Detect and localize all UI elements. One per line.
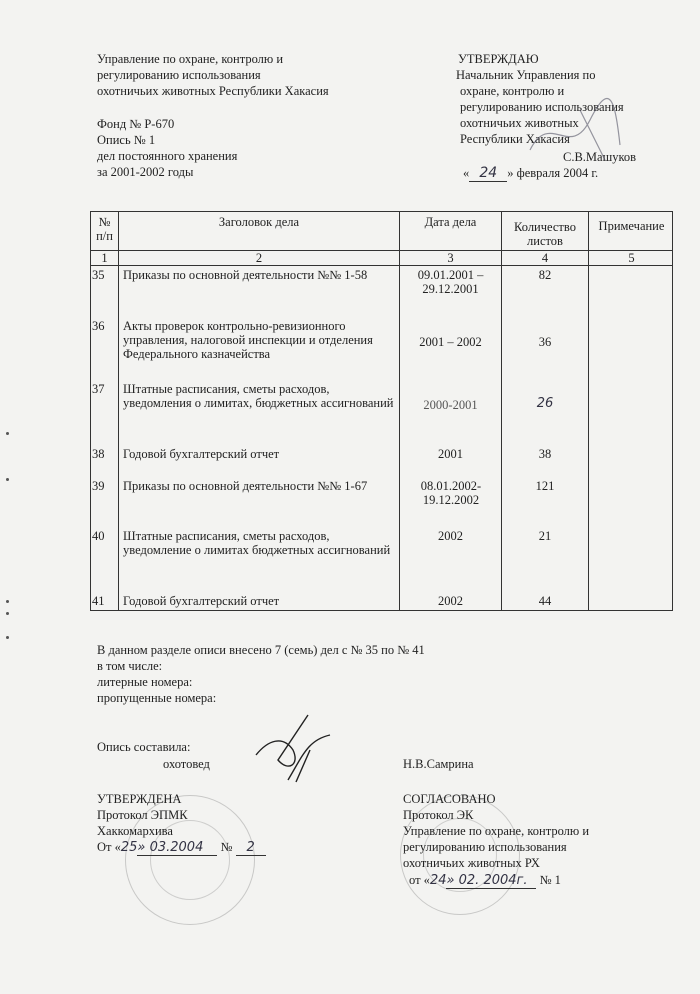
agreed-date: от «24» 02. 2004г. № 1 [409,873,561,888]
summary-line-1: В данном разделе описи внесено 7 (семь) дел с № 35 по № 41 [97,643,425,657]
approval-date: « 24 » февраля 2004 г. [463,165,599,181]
colnum-5: 5 [628,251,635,265]
agreed-date-handwritten: » 02. 2004г. [446,873,536,889]
opis-number: Опись № 1 [97,133,156,147]
row-39-sheets: 121 [535,479,555,493]
epmk-line-2: Хаккомархива [97,824,173,838]
compiler-label: Опись составила: [97,740,191,754]
agreed-title: СОГЛАСОВАНО [403,792,496,806]
epmk-line-1: Протокол ЭПМК [97,808,188,822]
colnum-2: 2 [255,251,263,265]
epmk-date: От «25» 03.2004 № 2 [97,840,266,856]
approval-signer: С.В.Машуков [563,150,637,164]
row-41-num: 41 [92,594,105,608]
binding-mark [6,600,9,603]
row-37-date: 2000-2001 [423,398,478,412]
binding-mark [6,478,9,481]
row-41-sheets: 44 [538,594,552,608]
epmk-day-handwritten: 25 [120,840,138,855]
row-37-title: Штатные расписания, сметы расходов, уведомления о лимитах, бюджетных ассигнований [123,382,394,410]
binding-mark [6,612,9,615]
agreed-day-handwritten: 24 [429,873,447,888]
approval-line-3: регулированию использования [460,100,624,114]
compiler-signature [248,710,338,790]
org-line-3: охотничьих животных Республики Хакасия [97,84,329,98]
row-41-date: 2002 [438,594,463,608]
epmk-month-handwritten: » 03.2004 [137,840,217,856]
row-36-num: 36 [92,319,105,333]
header-num: № п/п [96,215,113,243]
row-36-sheets: 36 [538,335,552,349]
row-35-date: 09.01.2001 – 29.12.2001 [417,268,484,296]
agreed-line-4: охотничьих животных РХ [403,856,540,870]
approval-line-4: охотничьих животных [460,116,579,130]
row-39-date: 08.01.2002- 19.12.2002 [420,479,482,507]
row-37-num: 37 [92,382,105,396]
agreed-line-3: регулированию использования [403,840,567,854]
approval-line-2: охране, контролю и [460,84,565,98]
row-40-title: Штатные расписания, сметы расходов, уведомление о лимитах бюджетных ассигнований [123,529,391,557]
org-line-2: регулированию использования [97,68,261,82]
approval-line-1: Начальник Управления по [456,68,596,82]
row-36-date: 2001 – 2002 [419,335,482,349]
approval-day-handwritten: 24 [469,166,507,182]
epmk-number-handwritten: 2 [236,840,266,856]
approval-title: УТВЕРЖДАЮ [458,52,539,66]
director-signature [520,90,630,170]
compiler-position: охотовед [163,757,210,771]
row-39-num: 39 [92,479,105,493]
binding-mark [6,636,9,639]
header-note: Примечание [598,219,665,233]
row-38-title: Годовой бухгалтерский отчет [123,447,280,461]
binding-mark [6,432,9,435]
period: за 2001-2002 годы [97,165,194,179]
colnum-3: 3 [447,251,454,265]
row-37-sheets: 26 [536,396,554,411]
row-40-date: 2002 [438,529,463,543]
row-40-sheets: 21 [538,529,552,543]
colnum-4: 4 [541,251,549,265]
fond-number: Фонд № Р-670 [97,117,175,131]
colnum-1: 1 [101,251,108,265]
row-38-sheets: 38 [538,447,552,461]
row-35-title: Приказы по основной деятельности №№ 1-58 [123,268,368,282]
row-36-title: Акты проверок контрольно-ревизионного управления, налоговой инспекции и отделения Федерального казначейства [123,319,373,361]
inventory-table [90,211,673,611]
summary-line-2: в том числе: [97,659,163,673]
row-41-title: Годовой бухгалтерский отчет [123,594,280,608]
header-date: Дата дела [424,215,477,229]
summary-line-4: пропущенные номера: [97,691,217,705]
row-35-sheets: 82 [538,268,552,282]
row-38-num: 38 [92,447,105,461]
row-35-num: 35 [92,268,105,282]
approval-line-5: Республики Хакасия [460,132,570,146]
org-line-1: Управление по охране, контролю и [97,52,284,66]
agreed-line-2: Управление по охране, контролю и [403,824,590,838]
storage-type: дел постоянного хранения [97,149,238,163]
header-sheets: Количество листов [514,220,576,248]
summary-line-3: литерные номера: [97,675,193,689]
header-title: Заголовок дела [218,215,300,229]
epmk-title: УТВЕРЖДЕНА [97,792,182,806]
row-40-num: 40 [92,529,105,543]
compiler-name: Н.В.Самрина [403,757,474,771]
row-38-date: 2001 [438,447,463,461]
row-39-title: Приказы по основной деятельности №№ 1-67 [123,479,368,493]
agreed-line-1: Протокол ЭК [403,808,474,822]
